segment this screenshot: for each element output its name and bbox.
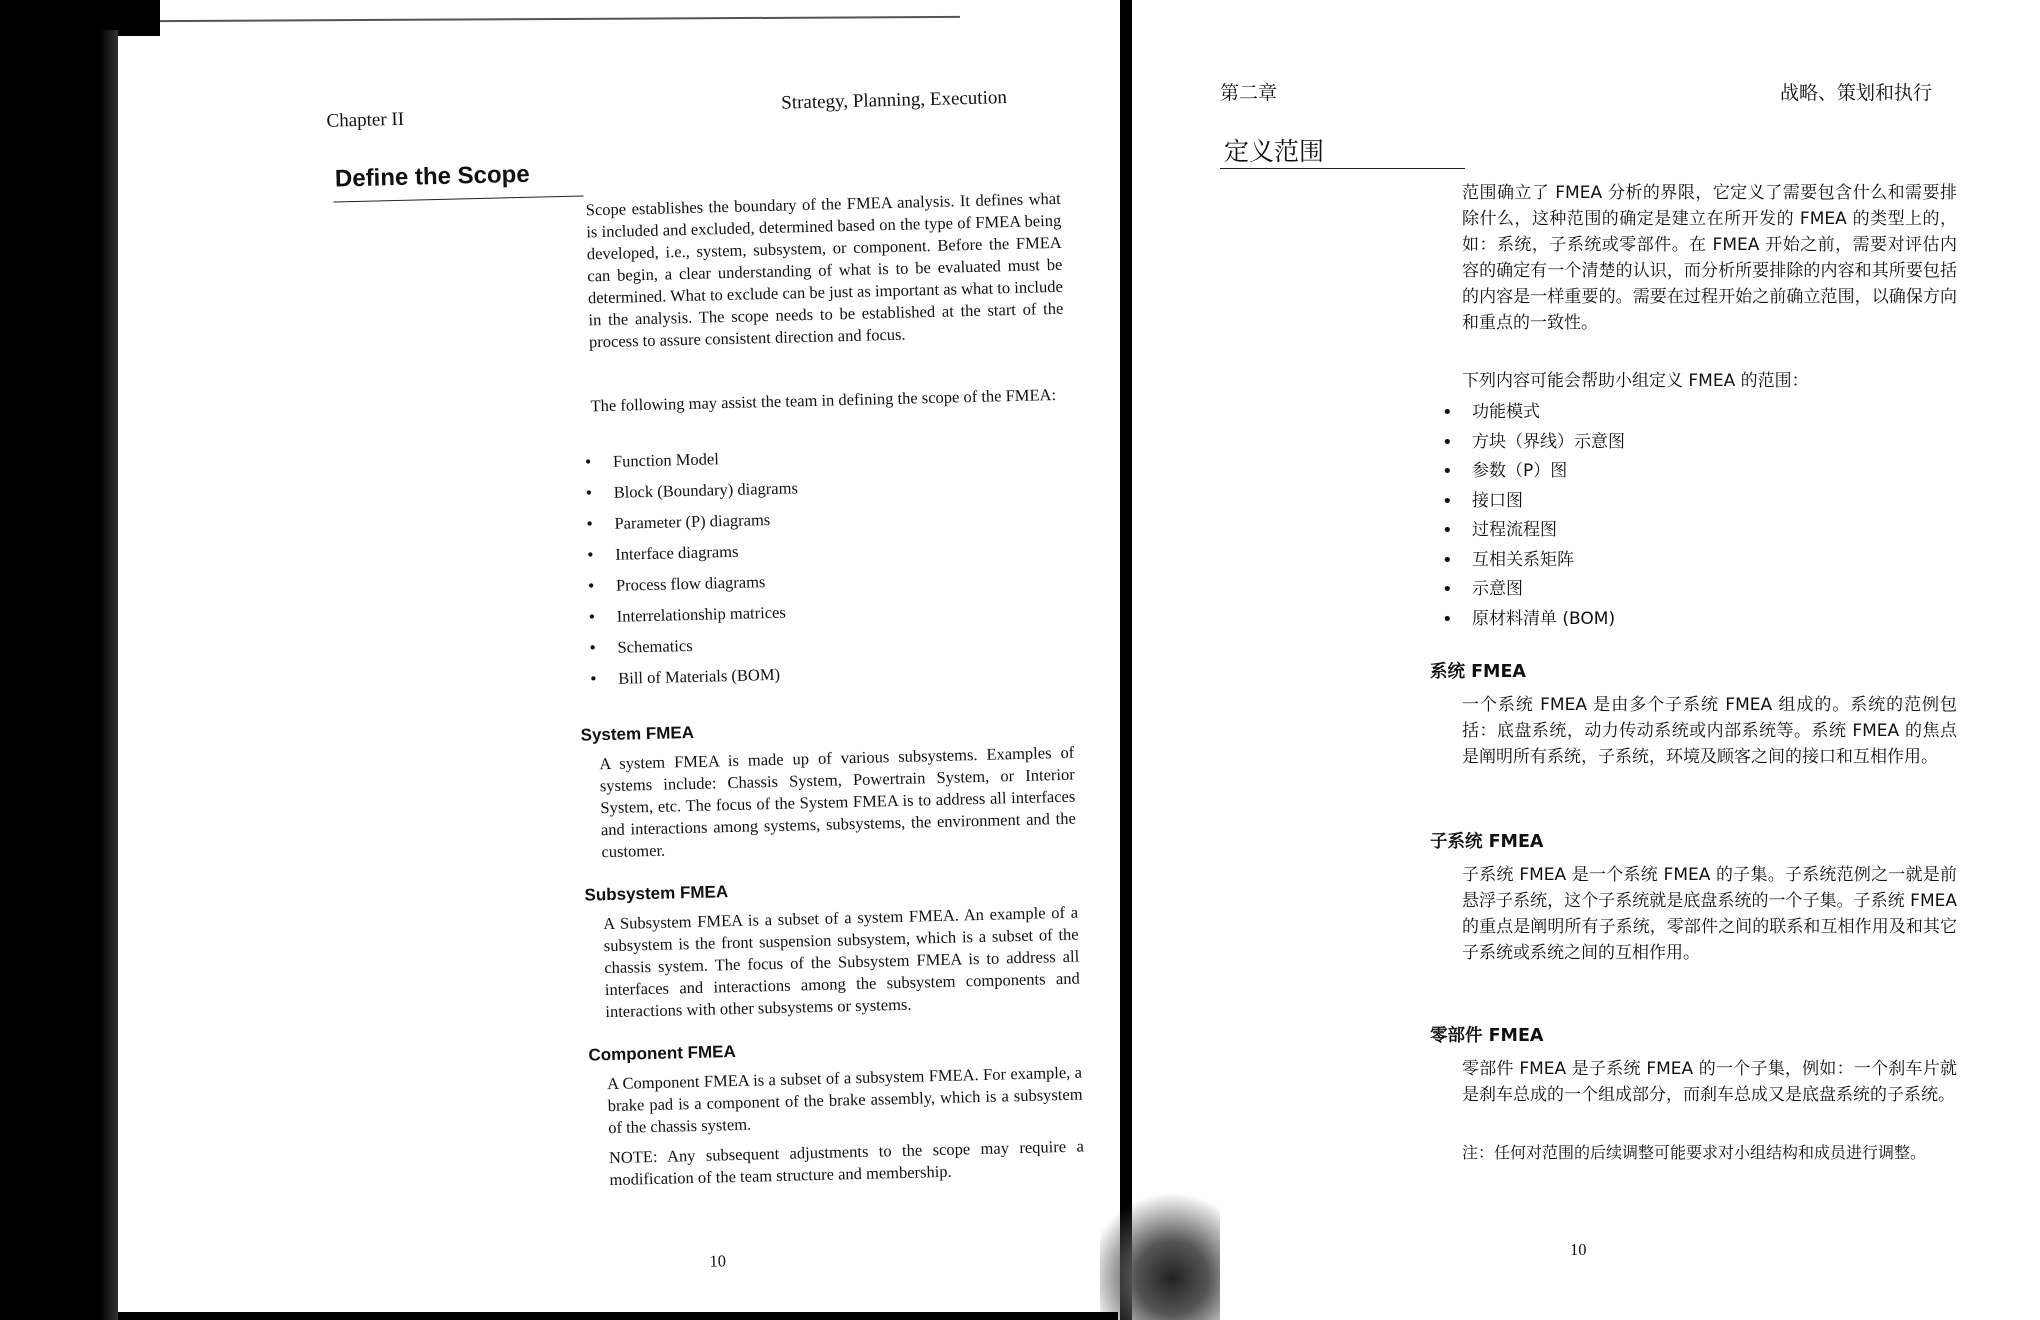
subsystem-fmea-heading: Subsystem FMEA <box>584 882 729 905</box>
list-item: • 参数（P）图 <box>1442 457 1942 487</box>
subsystem-fmea-text: A Subsystem FMEA is a subset of a system FMEA. An example of a subsystem is the front suspension subsystem, which is a subset of the chassis system. The focus of the Subsystem FMEA is to address all interfaces and interactions among the subsystem components and interactions with other subsystems or systems. <box>603 902 1080 1022</box>
lead-in-paragraph: 下列内容可能会帮助小组定义 FMEA 的范围： <box>1462 371 1809 391</box>
running-header: Strategy, Planning, Execution <box>780 87 1008 114</box>
note-paragraph: 注：任何对范围的后续调整可能要求对小组结构和成员进行调整。 <box>1462 1143 1927 1162</box>
page-title: Define the Scope <box>334 160 530 193</box>
intro-paragraph: 范围确立了 FMEA 分析的界限，它定义了需要包含什么和需要排除什么，这种范围的确定是建立在所开发的 FMEA 的类型上的，如：系统，子系统或零部件。在 FMEA 开始之前，需要对评估内容的确定有一个清楚的认识，而分析所要排除的内容和其所要包括的内容是一样重要的。需要在过程开始之前确立范围，以确保方向和重点的一致性。 <box>1462 183 1957 333</box>
title-underline <box>1220 168 1465 169</box>
system-fmea-text: A system FMEA is made up of various subsystems. Examples of systems include: Chassis System, Powertrain System, or Interior System, etc. The focus of the System FMEA is to address all interfaces and interactions among systems, subsystems, the environment and the customer. <box>599 742 1077 862</box>
note-paragraph: NOTE: Any subsequent adjustments to the scope may require a modification of the team structure and membership. <box>608 1136 1085 1190</box>
component-fmea-heading: Component FMEA <box>588 1041 736 1065</box>
page-number: 10 <box>1570 1240 1587 1259</box>
system-fmea-heading: 系统 FMEA <box>1430 662 1526 682</box>
scan-bottom-margin <box>118 1312 1118 1320</box>
list-item: • 功能模式 <box>1442 398 1942 428</box>
running-header: 战略、策划和执行 <box>1780 82 1933 104</box>
system-fmea-text: 一个系统 FMEA 是由多个子系统 FMEA 组成的。系统的范例包括：底盘系统，动力传动系统或内部系统等。系统 FMEA 的焦点是阐明所有系统，子系统，环境及顾客之间的接口和互相作用。 <box>1462 695 1957 767</box>
chinese-page <box>1180 60 2000 1300</box>
list-item: • 接口图 <box>1442 487 1942 517</box>
list-item: • Interface diagrams <box>587 528 1068 571</box>
list-item: • Function Model <box>585 435 1066 478</box>
title-underline <box>334 195 584 202</box>
component-fmea-text: 零部件 FMEA 是子系统 FMEA 的一个子集，例如：一个刹车片就是刹车总成的一个组成部分，而刹车总成又是底盘系统的子系统。 <box>1462 1059 1957 1105</box>
list-item: • 原材料清单 (BOM) <box>1442 605 1942 635</box>
scan-top-mark <box>160 16 960 30</box>
list-item: • Block (Boundary) diagrams <box>585 466 1066 509</box>
component-fmea-heading: 零部件 FMEA <box>1430 1026 1544 1046</box>
intro-paragraph: Scope establishes the boundary of the FMEA analysis. It defines what is included and excluded, determined based on the type of FMEA being developed, i.e., system, subsystem, or component. Before the FMEA can begin, a clear understanding of what is to be evaluated must be determined. What to exclude can be just as important as what to include in the analysis. The scope needs to be established at the start of the process to assure consistent direction and focus. <box>585 188 1064 352</box>
list-item: • 示意图 <box>1442 575 1942 605</box>
list-item: • 互相关系矩阵 <box>1442 546 1942 576</box>
list-item: • 过程流程图 <box>1442 516 1942 546</box>
lead-in-paragraph: The following may assist the team in defining the scope of the FMEA: <box>590 384 1057 416</box>
scan-left-margin <box>0 30 118 1320</box>
page-title: 定义范围 <box>1224 137 1325 166</box>
page-number: 10 <box>709 1251 727 1271</box>
list-item: • Interrelationship matrices <box>588 590 1069 633</box>
chapter-label: 第二章 <box>1220 82 1278 104</box>
system-fmea-heading: System FMEA <box>580 722 695 745</box>
subsystem-fmea-text: 子系统 FMEA 是一个系统 FMEA 的子集。子系统范例之一就是前悬浮子系统，这个子系统就是底盘系统的一个子集。子系统 FMEA 的重点是阐明所有子系统，零部件之间的联系和互相作用及和其它子系统或系统之间的互相作用。 <box>1462 865 1957 963</box>
english-page <box>150 37 1140 1300</box>
list-item: • Process flow diagrams <box>588 559 1069 602</box>
subsystem-fmea-heading: 子系统 FMEA <box>1430 832 1544 852</box>
component-fmea-text: A Component FMEA is a subset of a subsystem FMEA. For example, a brake pad is a component of the brake assembly, which is a subsystem of the chassis system. <box>606 1062 1083 1138</box>
scope-tools-list <box>1442 398 1942 634</box>
list-item: • Parameter (P) diagrams <box>586 497 1067 540</box>
list-item: • Bill of Materials (BOM) <box>590 652 1071 695</box>
scope-tools-list <box>585 435 1071 695</box>
list-item: • 方块（界线）示意图 <box>1442 428 1942 458</box>
chapter-label: Chapter II <box>326 108 405 132</box>
list-item: • Schematics <box>589 621 1070 664</box>
